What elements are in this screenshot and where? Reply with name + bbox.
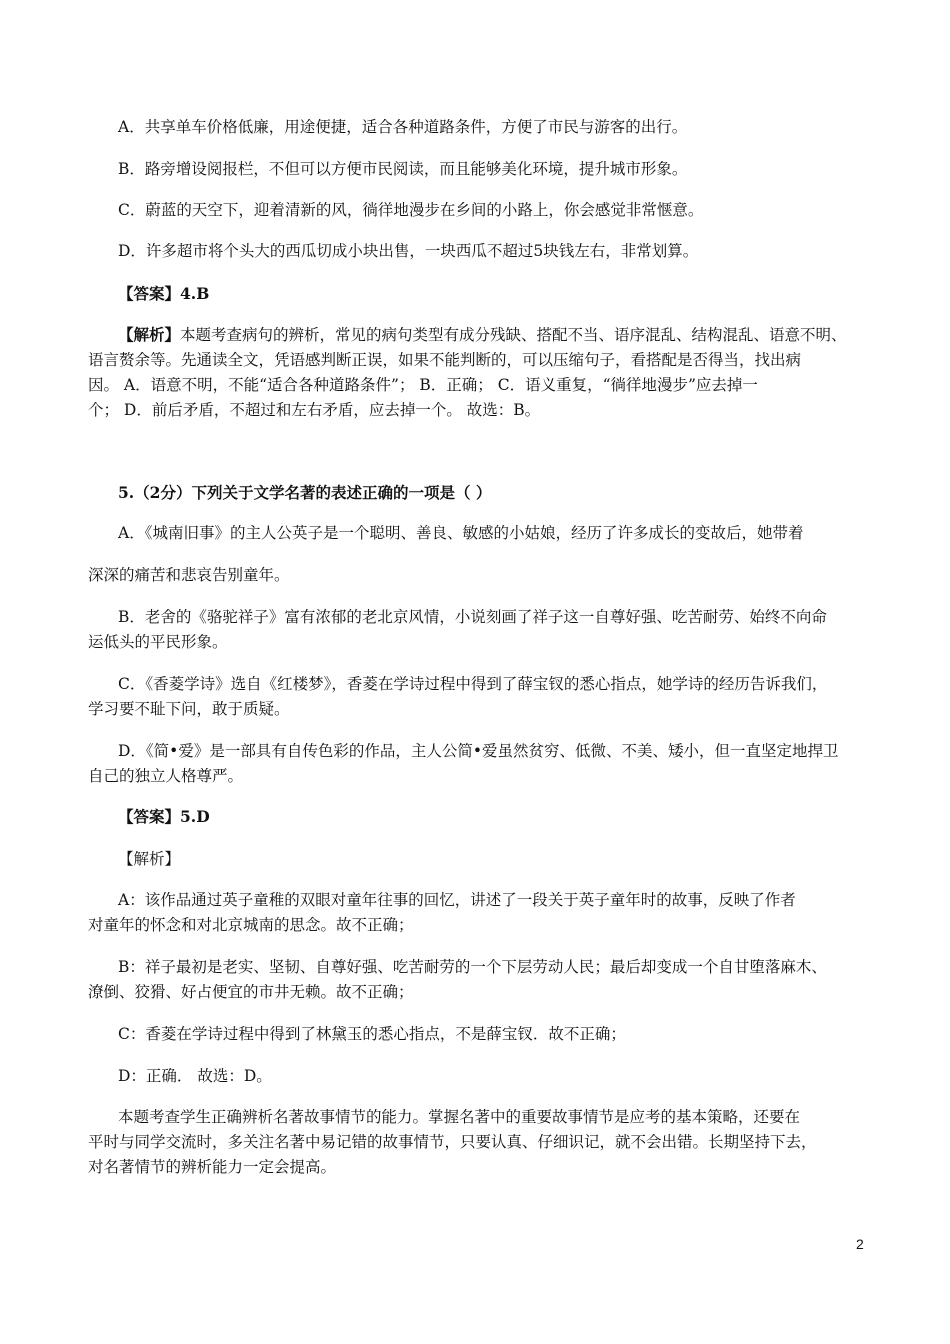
q4-answer — [118, 285, 209, 304]
q5-stem: 5.（2分）下列关于文学名著的表述正确的一项是（ ） — [118, 483, 492, 502]
q4-option-a: A．共享单车价格低廉，用途便捷，适合各种道路条件，方便了市民与游客的出行。 — [118, 118, 688, 136]
q5-option-b-line-1: B．老舍的《骆驼祥子》富有浓郁的老北京风情，小说刻画了祥子这一自尊好强、吃苦耐劳、始终不向命 — [118, 608, 827, 626]
q5-option-d-line-2: 自己的独立人格尊严。 — [88, 767, 244, 785]
q5-explain-c: C：香菱在学诗过程中得到了林黛玉的悉心指点，不是薛宝钗．故不正确； — [118, 1025, 626, 1043]
answer-value: 5.D — [180, 807, 210, 826]
q5-explain-b-line-1: B：祥子最初是老实、坚韧、自尊好强、吃苦耐劳的一个下层劳动人民；最后却变成一个自甘堕落麻木、 — [118, 958, 827, 976]
q4-option-d: D．许多超市将个头大的西瓜切成小块出售，一块西瓜不超过5块钱左右，非常划算。 — [118, 242, 699, 260]
q4-analysis-line-4: 个； D．前后矛盾，不超过和左右矛盾，应去掉一个。 故选：B。 — [88, 401, 541, 419]
answer-label: 【答案】 — [118, 807, 181, 826]
answer-value: 4.B — [180, 284, 210, 303]
q5-option-c-line-1: C．《香菱学诗》选自《红楼梦》，香菱在学诗过程中得到了薛宝钗的悉心指点，她学诗的经历告诉我们， — [118, 675, 828, 693]
q4-analysis-line-2: 语言赘余等。先通读全文，凭语感判断正误，如果不能判断的，可以压缩句子，看搭配是否得当，找出病 — [88, 351, 802, 369]
q5-option-c-line-2: 学习要不耻下问，敢于质疑。 — [88, 700, 290, 718]
q4-analysis-line-3: 因。 A．语意不明，不能“适合各种道路条件”； B．正确； C．语义重复，“徜徉地漫步”应去掉一 — [88, 376, 758, 394]
analysis-label: 【解析】 — [118, 325, 181, 344]
q5-explain-d: D：正确． 故选：D。 — [118, 1067, 272, 1085]
q5-option-a-line-2: 深深的痛苦和悲哀告别童年。 — [88, 566, 290, 584]
q4-option-c: C．蔚蓝的天空下，迎着清新的风，徜徉地漫步在乡间的小路上，你会感觉非常惬意。 — [118, 201, 704, 219]
q5-option-d-line-1: D．《简•爱》是一部具有自传色彩的作品，主人公简•爱虽然贫穷、低微、不美、矮小，但一直坚定地捍卫 — [118, 742, 839, 760]
q4-analysis-line-1: 【解析】本题考查病句的辨析，常见的病句类型有成分残缺、搭配不当、语序混乱、结构混乱、语意不明、 — [118, 325, 847, 344]
answer-label: 【答案】 — [118, 284, 181, 303]
q5-explain-a-line-1: A：该作品通过英子童稚的双眼对童年往事的回忆，讲述了一段关于英子童年时的故事，反映了作者 — [118, 891, 796, 909]
q5-answer — [118, 808, 210, 827]
q5-option-a-line-1: A．《城南旧事》的主人公英子是一个聪明、善良、敏感的小姑娘，经历了许多成长的变故后，她带着 — [118, 524, 804, 542]
q5-analysis-label: 【解析】 — [118, 850, 181, 868]
q5-summary-line-2: 平时与同学交流时，多关注名著中易记错的故事情节，只要认真、仔细识记，就不会出错。长期坚持下去， — [88, 1133, 817, 1151]
q5-summary-line-3: 对名著情节的辨析能力一定会提高。 — [88, 1158, 337, 1176]
q5-explain-a-line-2: 对童年的怀念和对北京城南的思念。故不正确； — [88, 916, 414, 934]
q4-option-b: B．路旁增设阅报栏，不但可以方便市民阅读，而且能够美化环境，提升城市形象。 — [118, 160, 688, 178]
q5-explain-b-line-2: 潦倒、狡猾、好占便宜的市井无赖。故不正确； — [88, 983, 414, 1001]
page-number: 2 — [856, 1236, 864, 1252]
q5-summary-line-1: 本题考查学生正确辨析名著故事情节的能力。掌握名著中的重要故事情节是应考的基本策略，还要在 — [118, 1108, 801, 1126]
q5-option-b-line-2: 运低头的平民形象。 — [88, 633, 228, 651]
